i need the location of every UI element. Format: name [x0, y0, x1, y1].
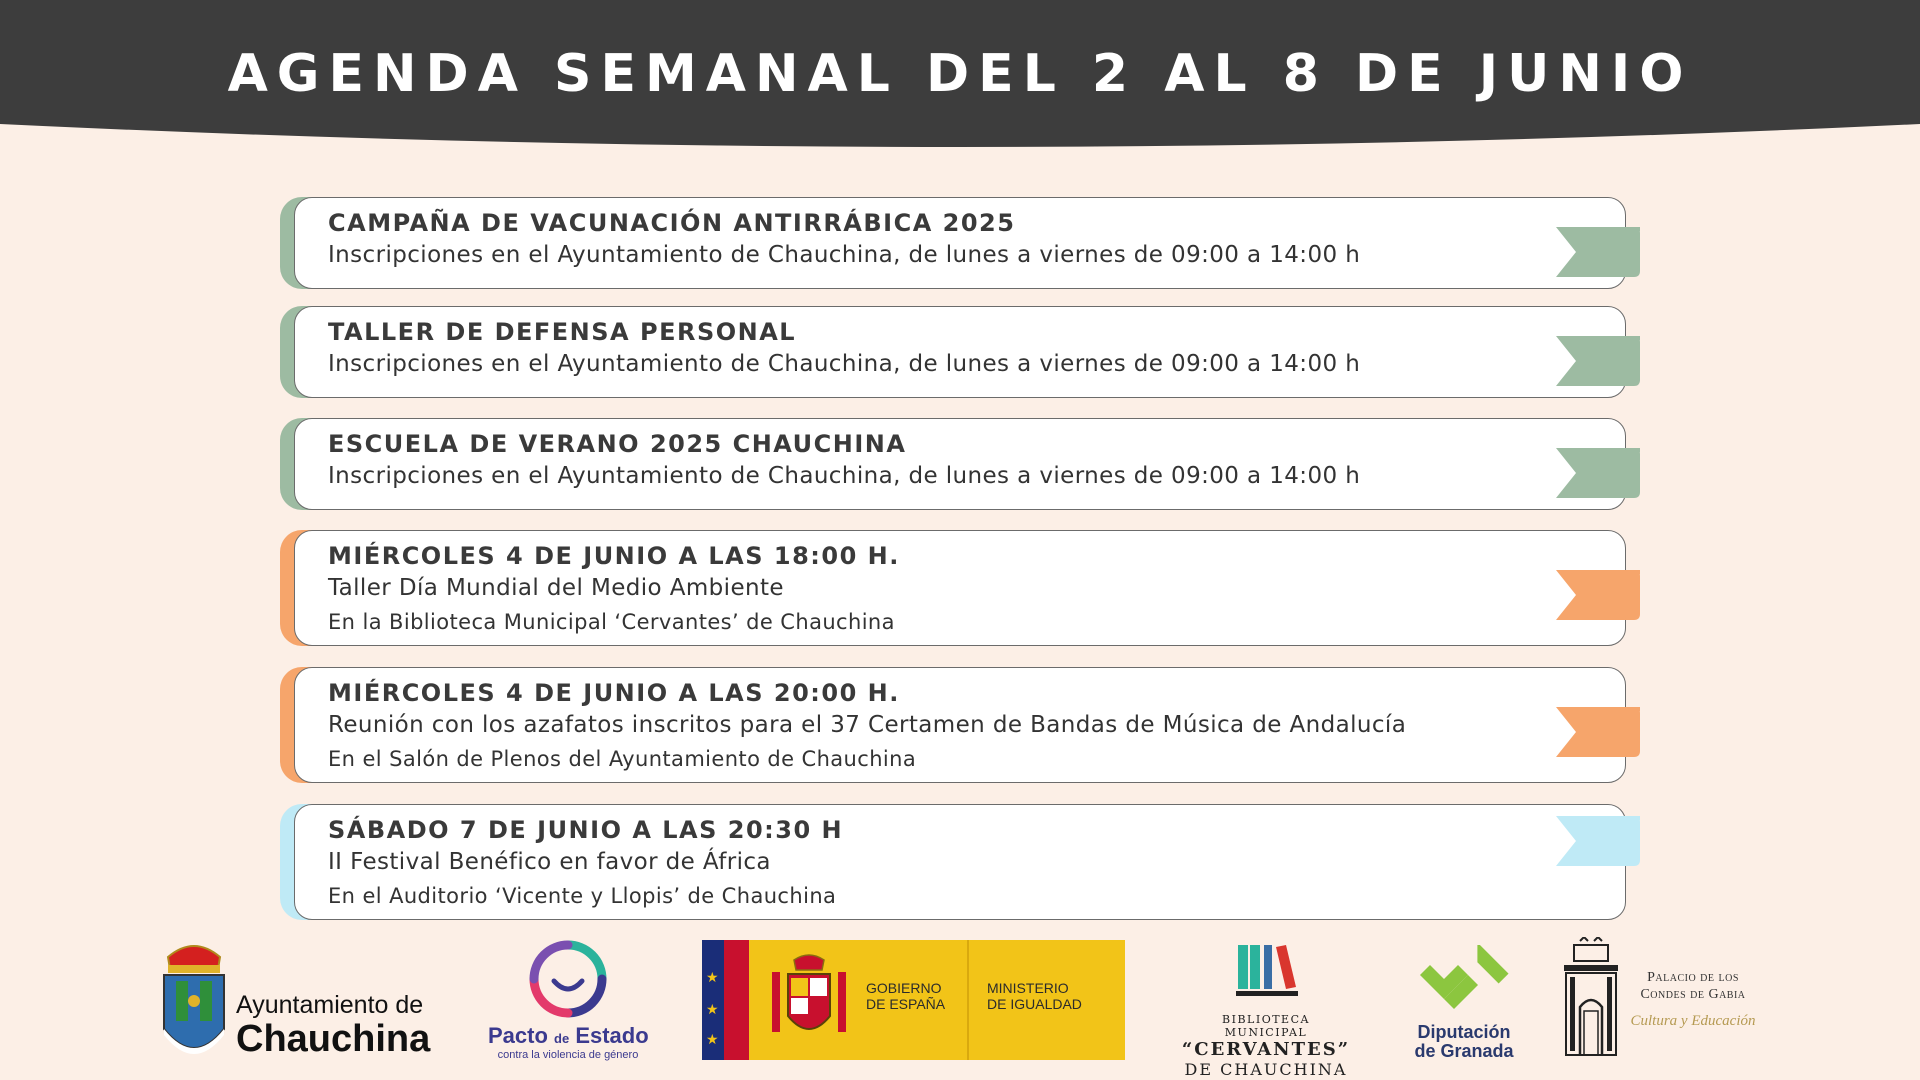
palacio-line2: Condes de Gabia — [1640, 987, 1746, 1002]
event-location: En el Auditorio ‘Vicente y Llopis’ de Chauchina — [328, 884, 837, 908]
event-card — [280, 418, 1640, 510]
ayuntamiento-logo — [158, 939, 438, 1064]
sponsor-logos — [0, 935, 1920, 1079]
svg-text:★: ★ — [706, 970, 719, 986]
palacio-facade-icon — [1560, 937, 1622, 1057]
biblioteca-logo — [1180, 943, 1352, 1079]
event-location: En el Salón de Plenos del Ayuntamiento de Chauchina — [328, 747, 917, 771]
pacto-circle-icon — [518, 937, 618, 1025]
event-card — [280, 306, 1640, 398]
diputacion-logo — [1400, 945, 1528, 1063]
biblioteca-line3: DE CHAUCHINA — [1184, 1060, 1348, 1079]
ribbon-icon — [1556, 227, 1640, 277]
biblioteca-line2: “CERVANTES” — [1181, 1039, 1351, 1060]
event-card — [280, 530, 1640, 646]
page-title: AGENDA SEMANAL DEL 2 AL 8 DE JUNIO — [227, 44, 1693, 104]
event-heading: ESCUELA DE VERANO 2025 CHAUCHINA — [328, 430, 907, 458]
svg-text:★: ★ — [706, 1032, 719, 1048]
diputacion-line1: Diputación — [1417, 1022, 1511, 1042]
palacio-tagline: Cultura y Educación — [1630, 1013, 1756, 1029]
palacio-line1: Palacio de los — [1647, 970, 1739, 985]
event-heading: MIÉRCOLES 4 DE JUNIO A LAS 20:00 H. — [328, 679, 900, 707]
header-band — [0, 0, 1920, 160]
diputacion-mark-icon — [1414, 945, 1514, 1019]
event-card — [280, 667, 1640, 783]
ministerio-label: MINISTERIO DE IGUALDAD — [987, 980, 1082, 1012]
pacto-title: Pacto de Estado — [488, 1023, 649, 1048]
ribbon-shape — [1556, 707, 1640, 757]
event-location: En la Biblioteca Municipal ‘Cervantes’ de Chauchina — [328, 610, 895, 634]
biblioteca-line1: BIBLIOTECA MUNICIPAL — [1222, 1013, 1310, 1039]
event-description: Taller Día Mundial del Medio Ambiente — [328, 575, 784, 601]
ribbon-shape — [1556, 336, 1640, 386]
ribbon-icon — [1556, 336, 1640, 386]
event-description: II Festival Benéfico en favor de África — [328, 849, 771, 875]
event-heading: MIÉRCOLES 4 DE JUNIO A LAS 18:00 H. — [328, 542, 900, 570]
eu-stars-icon — [702, 940, 724, 1060]
event-heading: CAMPAÑA DE VACUNACIÓN ANTIRRÁBICA 2025 — [328, 209, 1016, 237]
ribbon-shape — [1556, 227, 1640, 277]
diputacion-line2: de Granada — [1414, 1041, 1514, 1061]
ribbon-shape — [1556, 448, 1640, 498]
event-heading: SÁBADO 7 DE JUNIO A LAS 20:30 H — [328, 816, 844, 844]
ayuntamiento-name-line1: Ayuntamiento de — [236, 991, 424, 1019]
event-card — [280, 804, 1640, 920]
event-description: Inscripciones en el Ayuntamiento de Chauchina, de lunes a viernes de 09:00 a 14:00 h — [328, 463, 1361, 489]
ribbon-icon — [1556, 570, 1640, 620]
palacio-logo — [1560, 937, 1760, 1062]
coat-of-arms-icon — [158, 939, 230, 1061]
svg-text:★: ★ — [706, 1002, 719, 1018]
event-description: Inscripciones en el Ayuntamiento de Chauchina, de lunes a viernes de 09:00 a 14:00 h — [328, 242, 1361, 268]
event-card — [280, 197, 1640, 289]
event-heading: TALLER DE DEFENSA PERSONAL — [328, 318, 797, 346]
ribbon-icon — [1556, 816, 1640, 866]
pacto-subtitle: contra la violencia de género — [497, 1049, 639, 1061]
event-description: Reunión con los azafatos inscritos para el 37 Certamen de Bandas de Música de Andalucía — [328, 712, 1407, 738]
ribbon-shape — [1556, 816, 1640, 866]
ayuntamiento-name-line2: Chauchina — [236, 1018, 431, 1060]
books-icon — [1180, 943, 1352, 999]
ribbon-shape — [1556, 570, 1640, 620]
gobierno-label: GOBIERNO DE ESPAÑA — [866, 980, 946, 1012]
event-description: Inscripciones en el Ayuntamiento de Chauchina, de lunes a viernes de 09:00 a 14:00 h — [328, 351, 1361, 377]
spain-coat-of-arms-icon — [764, 952, 854, 1052]
ribbon-icon — [1556, 448, 1640, 498]
gobierno-ministerio-logo — [702, 940, 1125, 1060]
ribbon-icon — [1556, 707, 1640, 757]
pacto-estado-logo — [488, 937, 648, 1062]
